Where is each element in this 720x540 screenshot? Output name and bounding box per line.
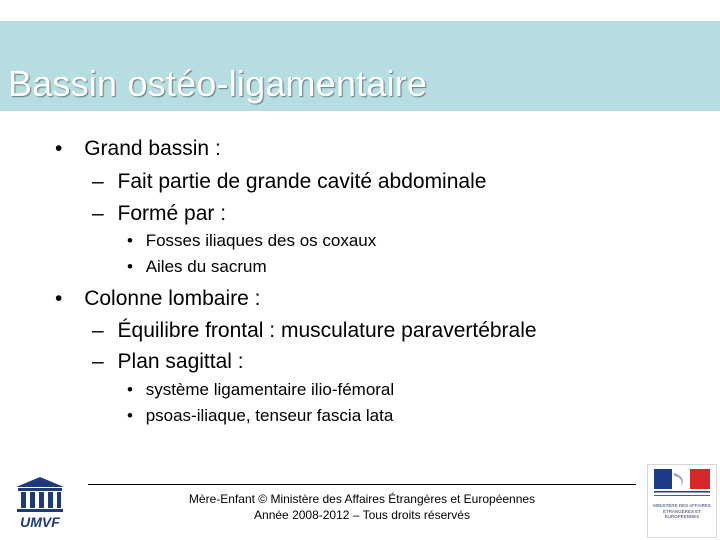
bullet-item-colonne-lombaire: [55, 286, 260, 312]
subsubitem-psoas: [127, 405, 393, 427]
subsubitem-text: psoas-iliaque, tenseur fascia lata: [145, 406, 394, 425]
bullet-item-grand-bassin: [55, 136, 221, 162]
dash-marker: –: [92, 350, 104, 373]
bullet-marker: •: [55, 287, 63, 310]
subitem-cavite: [92, 169, 486, 195]
bullet-text: Grand bassin :: [84, 137, 221, 160]
ministry-logo: [647, 464, 717, 538]
umvf-logo-text: UMVF: [20, 514, 60, 530]
subsubitem-ailes: [127, 256, 267, 278]
subitem-text: Plan sagittal :: [117, 350, 244, 373]
subsubitem-text: Fosses iliaques des os coxaux: [145, 231, 377, 250]
ministry-name: MINISTÈRE DES AFFAIRES ÉTRANGÈRES ET EUROPÉENNES: [653, 503, 711, 519]
slide-title: Bassin ostéo-ligamentaire: [8, 63, 428, 104]
bullet-text: Colonne lombaire :: [84, 287, 261, 310]
bullet-marker: •: [127, 380, 133, 399]
dash-marker: –: [92, 170, 104, 193]
footer-copyright: Mère-Enfant © Ministère des Affaires Étrangères et Européennes: [188, 492, 536, 506]
subsubitem-text: Ailes du sacrum: [145, 257, 267, 276]
bullet-marker: •: [55, 137, 63, 160]
subitem-text: Équilibre frontal : musculature paravertébrale: [117, 319, 537, 342]
footer-rights: Année 2008-2012 – Tous droits réservés: [254, 508, 470, 522]
subitem-text: Fait partie de grande cavité abdominale: [117, 170, 487, 193]
footer-divider: [88, 484, 636, 485]
subsubitem-systeme: [127, 379, 394, 401]
umvf-logo-icon: [12, 474, 68, 530]
subitem-plan-sagittal: [92, 349, 244, 375]
subsubitem-text: système ligamentaire ilio-fémoral: [145, 380, 395, 399]
bullet-marker: •: [127, 231, 133, 250]
bullet-marker: •: [127, 257, 133, 276]
subitem-text: Formé par :: [117, 202, 227, 225]
dash-marker: –: [92, 319, 104, 342]
dash-marker: –: [92, 202, 104, 225]
french-flag-icon: [648, 465, 716, 501]
subsubitem-fosses: [127, 230, 376, 252]
subitem-forme-par: [92, 201, 226, 227]
bullet-marker: •: [127, 406, 133, 425]
subitem-equilibre: [92, 318, 537, 344]
